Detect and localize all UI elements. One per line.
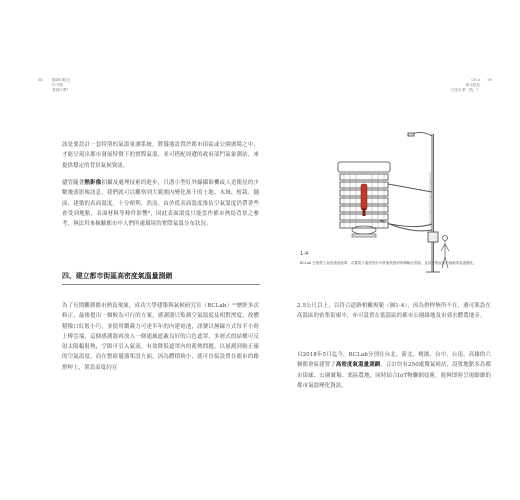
right-running-head-line: 都市熱島 [465, 83, 480, 87]
left-page-number: 58 [38, 78, 43, 82]
body-paragraph: 該是要設計一套特別的氣溫量測系統，將儀器設置於都市街區或公園廣場之中，才能呈現出都市發展特徵下的實際氣溫，並可搭配周遭的政府部門氣象測站，來提供穩定的背景氣候資訊。 [62, 142, 259, 169]
left-running-head-line: 醫師的眼光 [52, 78, 70, 82]
body-paragraph: 2.5公尺以上，以符合道路相關規範（圖1-4），因為燈桿無所不在，遇可架設在高溫區的密集街廓中，亦可設置在低溫區的都市公園綠地及市郊水體農地旁。 [297, 303, 491, 320]
figure-caption: BCLab 在燈桿上架設通風遮罩，內置電子溫溼度計可將蒐集感到的傳輸至雲端，並同步集收區中細緻的氣溫變化。 [300, 261, 477, 265]
right-page-number: 59 [487, 78, 492, 82]
left-running-head-line: 我做什麼? [52, 88, 69, 92]
section-divider [62, 284, 260, 285]
left-running-head [52, 78, 92, 93]
body-paragraph: 自2018年5月迄今，BCLab分別在台北、新北、桃園、台中、台南、高雄的六個都會區建置了高密度氣溫量測網，合計約有250處微氣候站，設置地點多為都市街廓、公園廣場、郊區農地，同時結合IoT物聯網技術，能夠即時呈現細緻的都市氣溫變化資訊。 [297, 352, 491, 389]
emphasized-term: 高密度氣溫量測網 [335, 362, 381, 369]
right-running-head [440, 78, 480, 93]
section-heading: 四、建立都市街區高密度氣溫量測網 [62, 272, 173, 280]
body-paragraph: 儘管隨著熱影像拍攝及處理技術的進步，只憑小型紅外線攝影機或人造衛星的少數幾張影像訊息，我們就可以觀察到大範圍內變化萬千的土地、水域、植栽、鋪面、建築的表面溫度，十分便利，然而，由於從表面溫度推估空氣溫度仍帶著些會受到地點、表面材料等條件影響⁸，因此表面溫度只能當作都市熱島背景之參考，無法用來檢驗都市中人們所處環境的實際氣溫分布狀況。 [62, 180, 260, 228]
emphasized-term: 熱影像 [84, 180, 102, 186]
left-running-head-line: 你不懂 [52, 83, 63, 87]
body-paragraph: 為了長期觀測都市熱島現象，成功大學建築與氣候研究室（BCLab）¹²歷經多次修正，最後提出一個較為可行的方案，感測器只監測空氣溫度及相對溼度，故體積像口紅般小巧，並使用纜載力可達半年的內建電池，訊號以無線方式每半小時上傳雲端，這個感測器再放入一個通風遮蔽良好的白色遮罩，多層式的結構可反射太陽輻射熱，空隙可引入氣流，有效降低遮罩內的蓄熱問題，以量測到較正確的空氣溫度，而在整組儀器架設方面，因為體積夠小，就可直接設置在都市的路燈桿上，架設高度約在 [62, 303, 259, 371]
right-running-head-line: 因為什麼「熱」？ [451, 88, 480, 92]
figure-label: 1-4 [300, 251, 309, 257]
right-running-head-line: CH.4 [471, 78, 480, 82]
